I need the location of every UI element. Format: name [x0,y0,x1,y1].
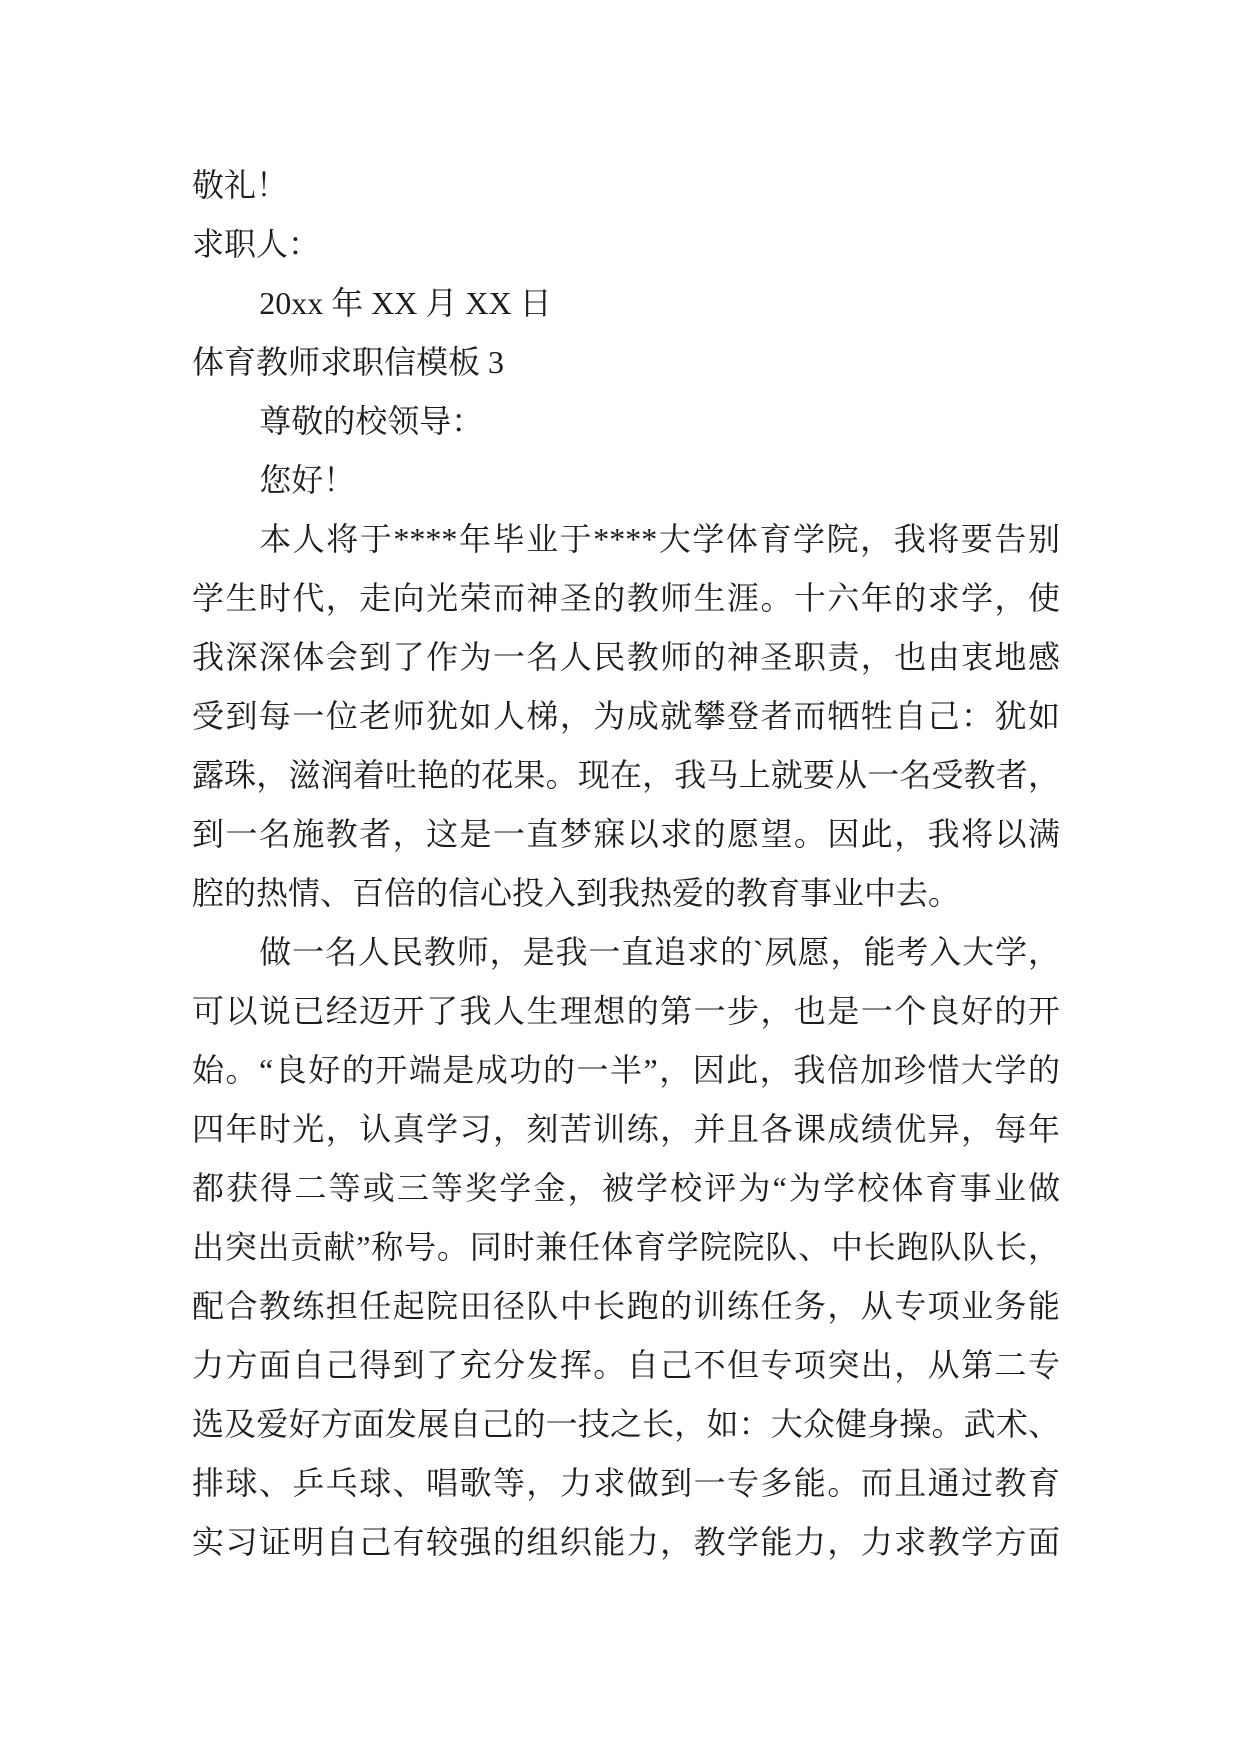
document-body [192,156,1060,1572]
paragraph-line: 选及爱好方面发展自己的一技之长，如：大众健身操。武术、 [192,1406,1060,1442]
letter-title: 体育教师求职信模板 3 [192,344,505,380]
paragraph-line: 排球、乒乓球、唱歌等，力求做到一专多能。而且通过教育 [192,1465,1060,1501]
paragraph-line: 我深深体会到了作为一名人民教师的神圣职责，也由衷地感 [192,639,1060,675]
paragraph-line: 实习证明自己有较强的组织能力，教学能力，力求教学方面 [192,1524,1060,1560]
paragraph-line: 本人将于****年毕业于****大学体育学院，我将要告别 [259,521,1060,557]
paragraph-2 [192,923,1060,1572]
paragraph-line: 出突出贡献”称号。同时兼任体育学院院队、中长跑队队长， [192,1229,1060,1265]
letter-greeting: 尊敬的校领导： [259,403,484,439]
paragraph-line: 露珠，滋润着吐艳的花果。现在，我马上就要从一名受教者， [192,757,1060,793]
paragraph-line: 配合教练担任起院田径队中长跑的训练任务，从专项业务能 [192,1288,1060,1324]
paragraph-line: 受到每一位老师犹如人梯，为成就攀登者而牺牲自己：犹如 [192,698,1060,734]
paragraph-line: 腔的热情、百倍的信心投入到我热爱的教育事业中去。 [192,875,961,911]
paragraph-line: 到一名施教者，这是一直梦寐以求的愿望。因此，我将以满 [192,816,1060,852]
paragraph-line: 做一名人民教师，是我一直追求的`夙愿，能考入大学， [259,934,1060,970]
paragraph-line: 始。“良好的开端是成功的一半”，因此，我倍加珍惜大学的 [192,1052,1060,1088]
closing-salutation: 敬礼！ [192,167,289,203]
paragraph-line: 可以说已经迈开了我人生理想的第一步，也是一个良好的开 [192,993,1060,1029]
paragraph-line: 都获得二等或三等奖学金，被学校评为“为学校体育事业做 [192,1170,1060,1206]
paragraph-1 [192,510,1060,923]
closing-signer: 求职人： [192,226,321,262]
paragraph-line: 四年时光，认真学习，刻苦训练，并且各课成绩优异，每年 [192,1111,1060,1147]
letter-hello: 您好！ [259,462,356,498]
paragraph-line: 力方面自己得到了充分发挥。自己不但专项突出，从第二专 [192,1347,1060,1383]
paragraph-line: 学生时代，走向光荣而神圣的教师生涯。十六年的求学，使 [192,580,1060,616]
closing-date: 20xx 年 XX 月 XX 日 [259,285,552,321]
